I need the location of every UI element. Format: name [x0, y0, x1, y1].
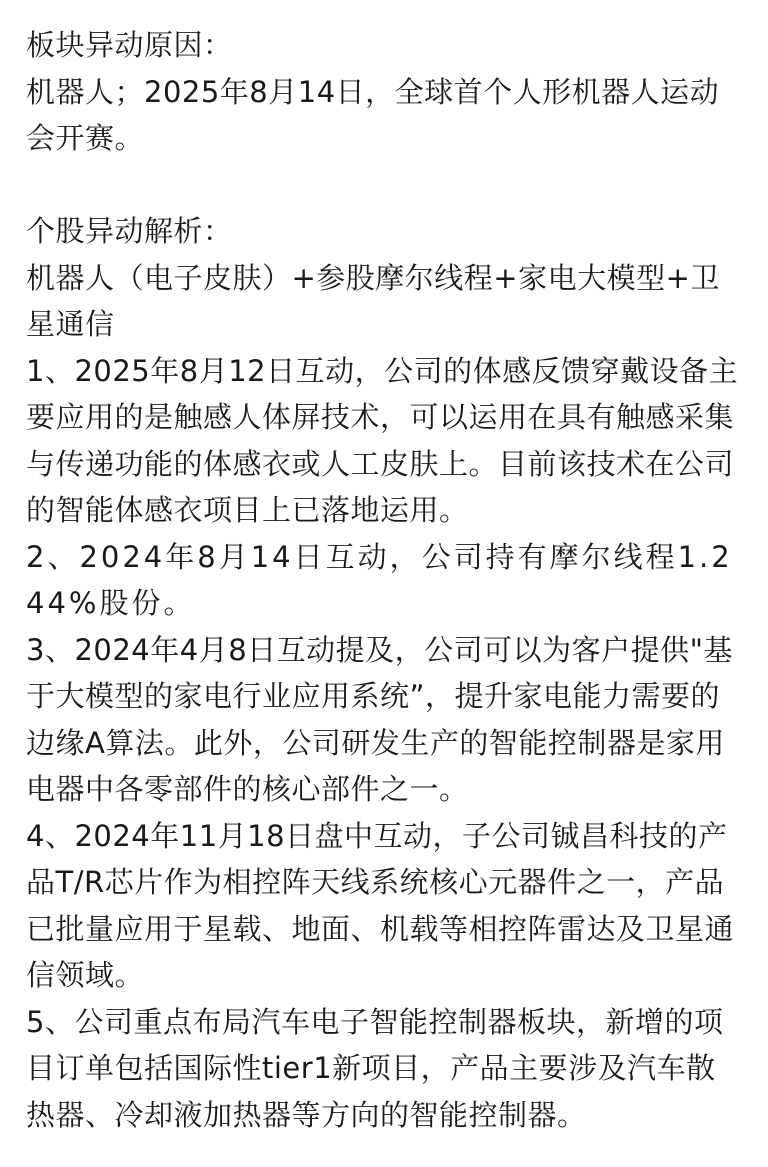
analysis-item-1: 1、2025年8月12日互动，公司的体感反馈穿戴设备主要应用的是触感人体屏技术，可以运用在具有触感采集与传递功能的体感衣或人工皮肤上。目前该技术在公司的智能体感衣项目上已落地运用。: [26, 353, 739, 527]
analysis-item-3: 3、2024年4月8日互动提及，公司可以为客户提供"基于大模型的家电行业应用系统”，提升家电能力需要的边缘A算法。此外，公司研发生产的智能控制器是家用电器中各零部件的核心部件之一。: [26, 632, 733, 806]
section-heading-reason: 板块异动原因：: [26, 28, 233, 62]
section-heading-analysis: 个股异动解析：: [26, 214, 233, 248]
analysis-item-5: 5、公司重点布局汽车电子智能控制器板块，新增的项目订单包括国际性tier1新项目，产品主要涉及汽车散热器、冷却液加热器等方向的智能控制器。: [26, 1004, 724, 1132]
paragraph-spacer: [26, 162, 742, 209]
reason-text: 机器人；2025年8月14日，全球首个人形机器人运动会开赛。: [26, 74, 720, 155]
analysis-item-2: 2、2024年8月14日互动，公司持有摩尔线程1.244%股份。: [26, 539, 733, 620]
analysis-item-4: 4、2024年11月18日盘中互动，子公司铖昌科技的产品T/R芯片作为相控阵天线系统核心元器件之一，产品已批量应用于星载、地面、机载等相控阵雷达及卫星通信领域。: [26, 818, 735, 992]
concept-tags: 机器人（电子皮肤）+参股摩尔线程+家电大模型+卫星通信: [26, 260, 720, 341]
